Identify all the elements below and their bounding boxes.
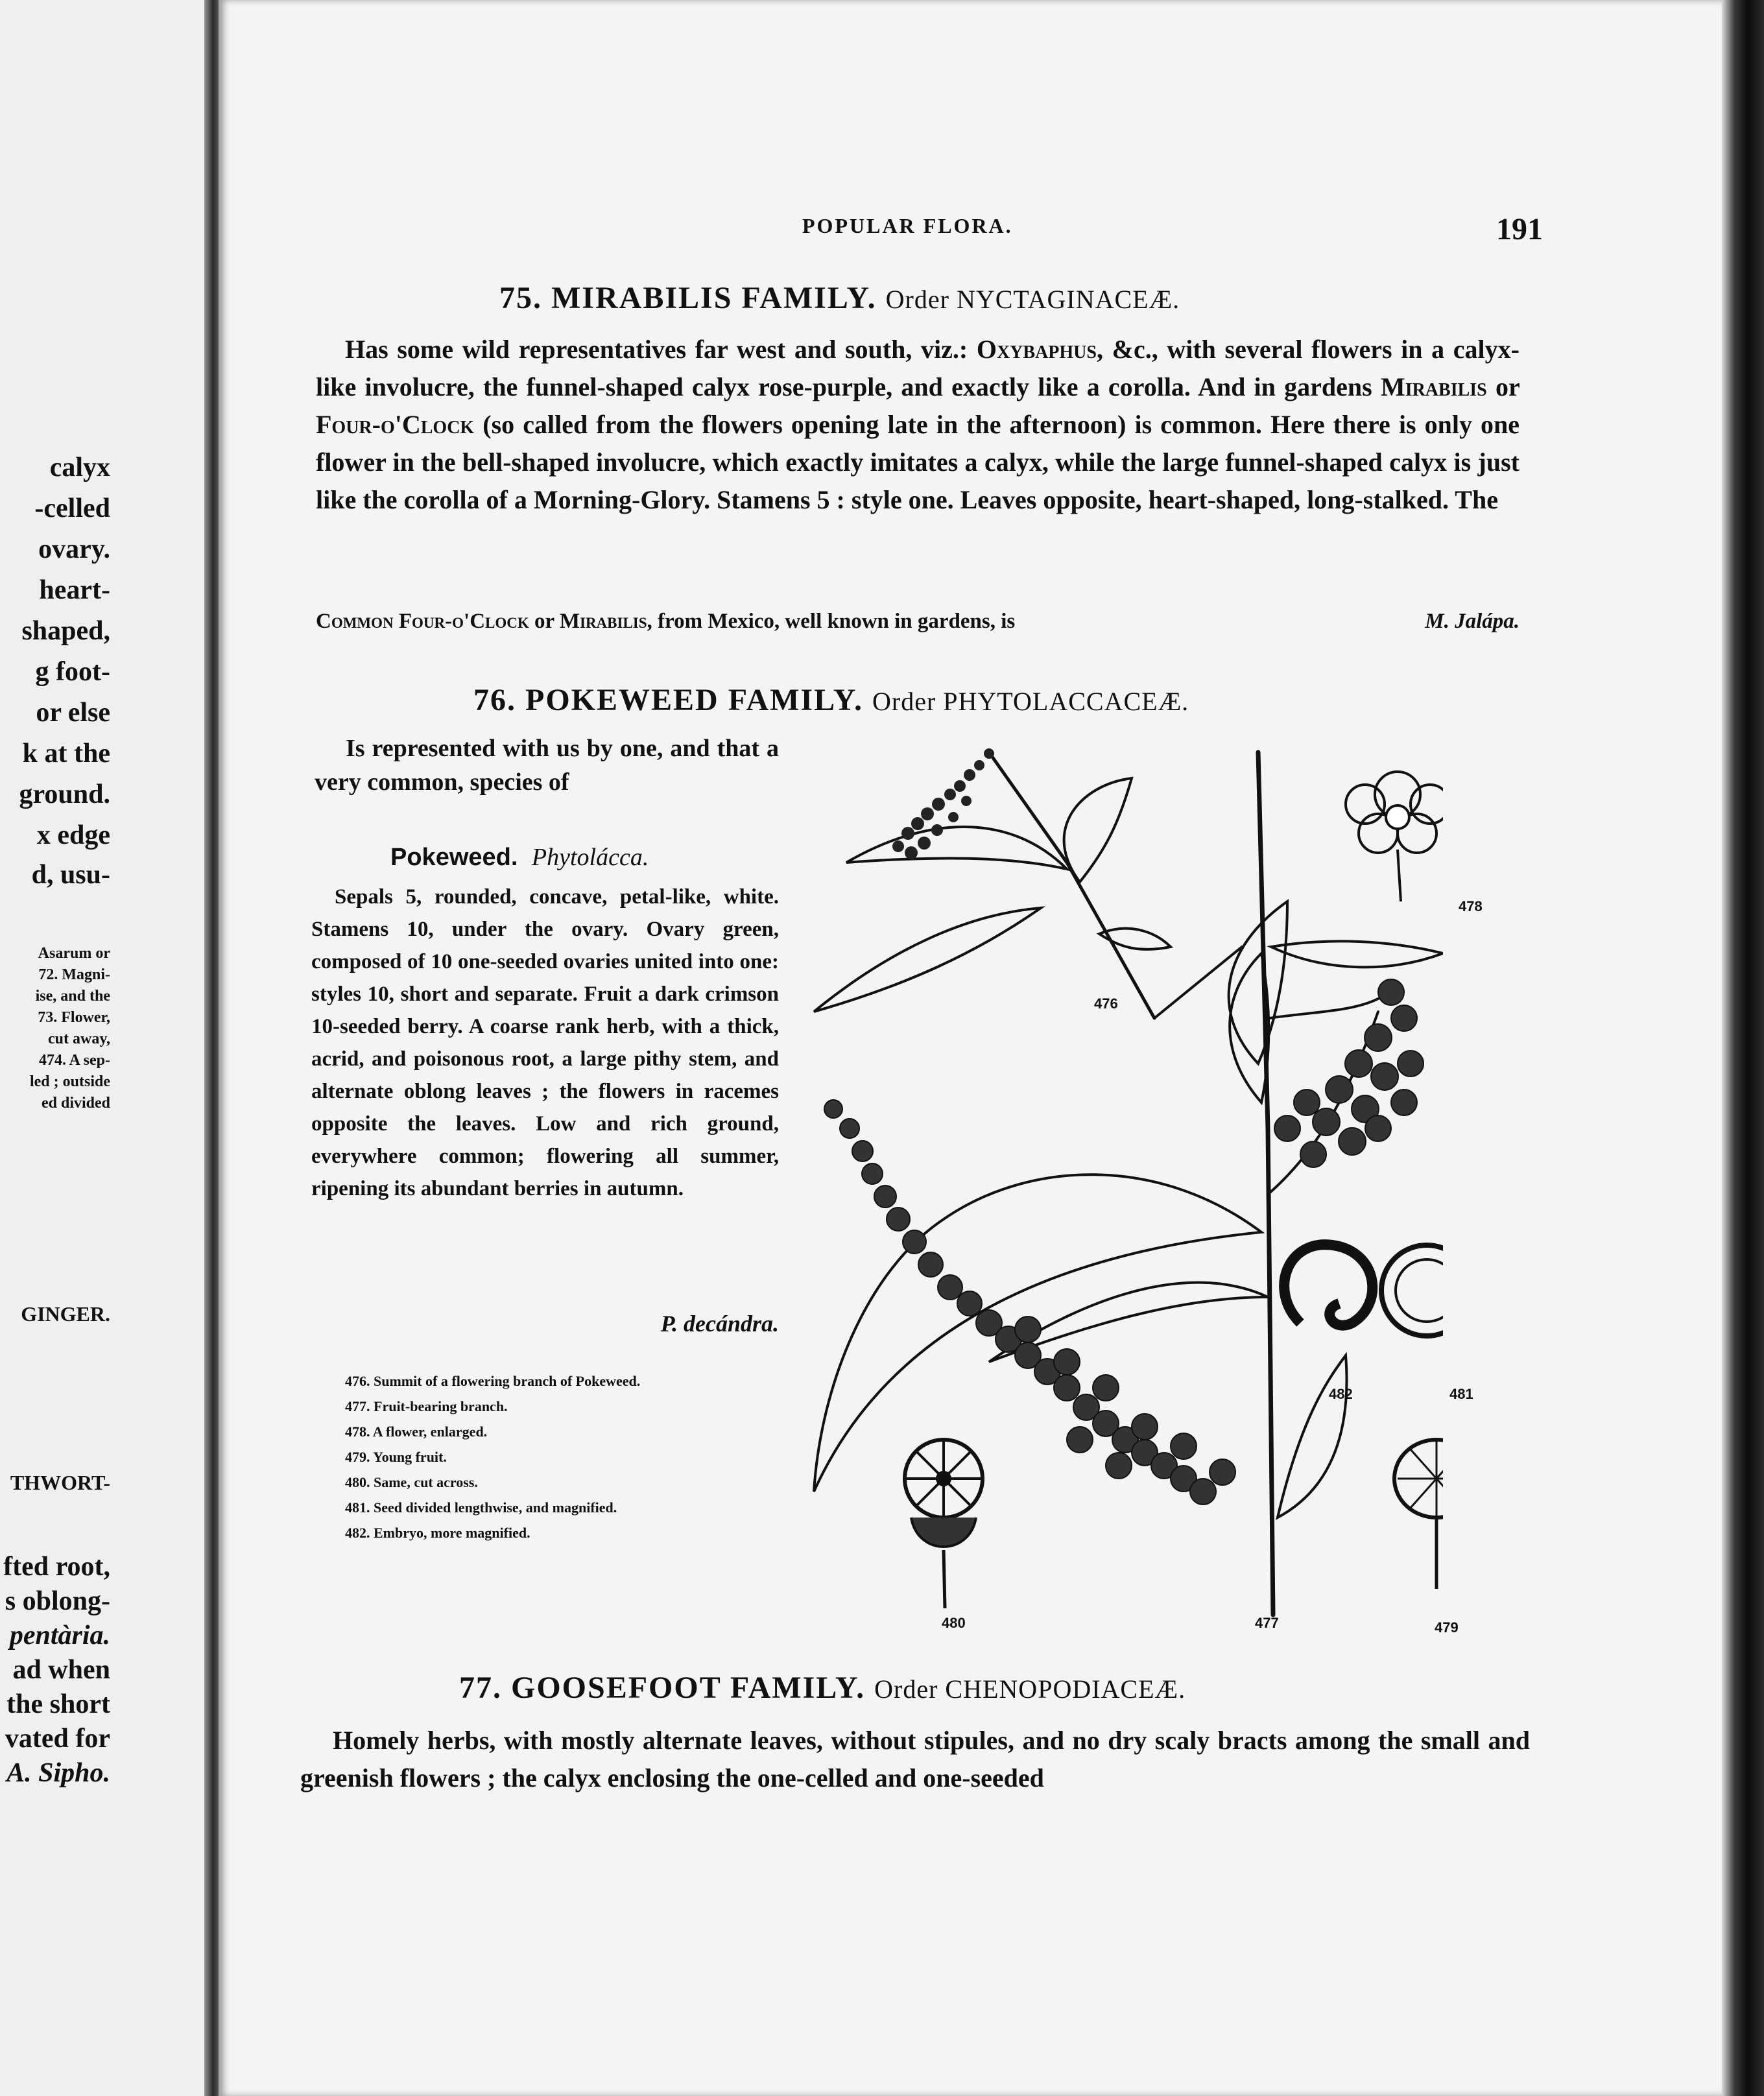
left-fragment: ad when xyxy=(12,1655,110,1685)
flowering-branch xyxy=(989,752,1154,1018)
left-fragment: or else xyxy=(36,698,110,728)
left-fragment: A. Sipho. xyxy=(6,1758,110,1788)
leaf xyxy=(1064,778,1132,882)
genus-oxybaphus: Oxybaphus xyxy=(976,335,1097,364)
figure-label-479: 479 xyxy=(1435,1619,1459,1636)
legend-item: 478. A flower, enlarged. xyxy=(345,1423,488,1440)
left-fragment: 72. Magni- xyxy=(38,966,110,983)
legend-item: 481. Seed divided lengthwise, and magnified. xyxy=(345,1499,617,1516)
left-fragment: cut away, xyxy=(48,1030,110,1047)
left-fragment: THWORT- xyxy=(10,1471,110,1494)
left-facing-page xyxy=(0,0,204,2096)
family-75-order: Order NYCTAGINACEÆ. xyxy=(885,285,1180,314)
genus-mirabilis: Mirabilis xyxy=(1380,372,1487,401)
running-title: POPULAR FLORA. xyxy=(802,214,1013,237)
left-fragment: the short xyxy=(6,1689,110,1719)
left-fragment: x edge xyxy=(36,820,110,850)
pokeweed-heading xyxy=(390,843,649,872)
left-fragment: ovary. xyxy=(38,534,110,564)
figure-label-477: 477 xyxy=(1255,1615,1279,1631)
legend-item: 482. Embryo, more magnified. xyxy=(345,1525,530,1541)
figure-label-478: 478 xyxy=(1459,898,1483,914)
legend-item: 477. Fruit-bearing branch. xyxy=(345,1398,508,1414)
species-m-jalapa: M. Jalápa. xyxy=(1425,610,1520,633)
text-span: , from Mexico, well known in gardens, is xyxy=(647,610,1016,633)
flower-478 xyxy=(1346,772,1443,901)
embryo-482 xyxy=(1284,1244,1372,1326)
left-fragment: fted root, xyxy=(3,1552,110,1582)
seed-481 xyxy=(1381,1245,1443,1336)
figure-label-476: 476 xyxy=(1094,995,1118,1012)
left-fragment: shaped, xyxy=(21,616,110,646)
left-fragment: Asarum or xyxy=(38,945,110,962)
text-span: Has some wild representatives far west and south, viz.: xyxy=(345,335,968,364)
book-gutter xyxy=(204,0,219,2096)
figure-label-481: 481 xyxy=(1449,1386,1473,1402)
text-span: or xyxy=(1495,372,1520,401)
left-fragment: GINGER. xyxy=(21,1302,110,1326)
family-76-description: Sepals 5, rounded, concave, petal-like, white. Stamens 10, under the ovary. Ovary green, composed of 10 one-seeded ovaries united into one: styles 10, short and separate. Fruit a dark crimson 10-seeded berry. A coarse rank herb, with a thick, acrid, and poisonous root, a large pithy stem, and alternate oblong leaves ; the flowers in racemes opposite the leaves. Low and rich ground, everywhere common; flowering all summer, ripening its abundant berries in autumn. xyxy=(311,885,779,1200)
family-75-common-line xyxy=(316,610,1520,634)
left-fragment: ground. xyxy=(19,780,110,809)
family-77-paragraph: Homely herbs, with mostly alternate leaves, without stipules, and no dry scaly bracts among the small and greenish flowers ; the calyx enclosing the one-celled and one-seeded xyxy=(300,1726,1530,1792)
text-span: (so called from the flowers opening late in the afternoon) is common. Here there is only one flower in the bell-shaped involucre, which exactly imitates a calyx, while the large funnel-shaped calyx is just like the corolla of a Morning-Glory. Stamens 5 : style one. Leaves opposite, heart-shaped, long-stalked. The xyxy=(316,410,1520,514)
figure-label-482: 482 xyxy=(1329,1386,1353,1402)
left-fragment: led ; outside xyxy=(29,1073,110,1090)
common-name: Common Four-o'Clock xyxy=(316,610,529,633)
left-fragment: s oblong- xyxy=(5,1586,110,1616)
pokeweed-name: Pokeweed. xyxy=(390,844,518,871)
page-edge-shadow xyxy=(1722,0,1764,2096)
family-76-heading xyxy=(473,682,1189,718)
family-76-title: 76. POKEWEED FAMILY. xyxy=(473,683,863,717)
left-fragment: -celled xyxy=(34,494,110,523)
family-76-intro: Is represented with us by one, and that a very common, species of xyxy=(315,735,779,796)
legend-item: 479. Young fruit. xyxy=(345,1449,447,1465)
main-stem xyxy=(1258,752,1273,1615)
legend-item: 480. Same, cut across. xyxy=(345,1474,478,1490)
left-fragment: pentària. xyxy=(9,1621,110,1650)
species-p-decandra: P. decándra. xyxy=(660,1311,779,1337)
left-fragment: vated for xyxy=(5,1724,110,1754)
family-75-paragraph xyxy=(316,331,1520,519)
young-fruit-479 xyxy=(1394,1440,1443,1589)
left-fragment: ed divided xyxy=(41,1095,110,1112)
left-fragment: ise, and the xyxy=(35,988,110,1005)
leaf xyxy=(846,827,1067,869)
left-fragment: calyx xyxy=(49,453,110,482)
text-span: , &c., with several flowers in a calyx-like involucre, the funnel-shaped calyx rose-purple, and exactly like a corolla. And in gardens xyxy=(316,335,1520,401)
left-fragment: d, usu- xyxy=(31,860,110,890)
left-fragment: k at the xyxy=(22,739,110,768)
common-name-mirabilis: Mirabilis xyxy=(559,610,647,633)
left-fragment: 474. A sep- xyxy=(38,1052,110,1069)
figure-legend xyxy=(345,1368,773,1545)
family-77-order: Order CHENOPODIACEÆ. xyxy=(874,1674,1186,1704)
four-oclock-name: Four-o'Clock xyxy=(316,410,475,439)
leaf xyxy=(814,908,1041,1012)
leaf xyxy=(1229,901,1287,1064)
leaf xyxy=(1278,1355,1347,1518)
leaf xyxy=(1271,941,1443,967)
family-77-title: 77. GOOSEFOOT FAMILY. xyxy=(459,1671,866,1705)
family-76-order: Order PHYTOLACCACEÆ. xyxy=(872,687,1189,716)
fruit-section-480 xyxy=(905,1440,983,1608)
page-number: 191 xyxy=(1496,212,1543,246)
left-fragment: g foot- xyxy=(35,657,110,687)
text-span: or xyxy=(534,610,554,633)
family-75-heading xyxy=(499,280,1180,316)
legend-item: 476. Summit of a flowering branch of Pokeweed. xyxy=(345,1373,641,1389)
leaf xyxy=(1099,929,1171,949)
left-fragment: heart- xyxy=(39,575,110,605)
family-75-title: 75. MIRABILIS FAMILY. xyxy=(499,281,877,315)
family-77-heading xyxy=(459,1670,1186,1706)
genus-phytolacca: Phytolácca. xyxy=(531,844,649,871)
figure-label-480: 480 xyxy=(942,1615,966,1631)
pokeweed-illustration xyxy=(794,739,1443,1628)
left-fragment: 73. Flower, xyxy=(38,1009,110,1026)
